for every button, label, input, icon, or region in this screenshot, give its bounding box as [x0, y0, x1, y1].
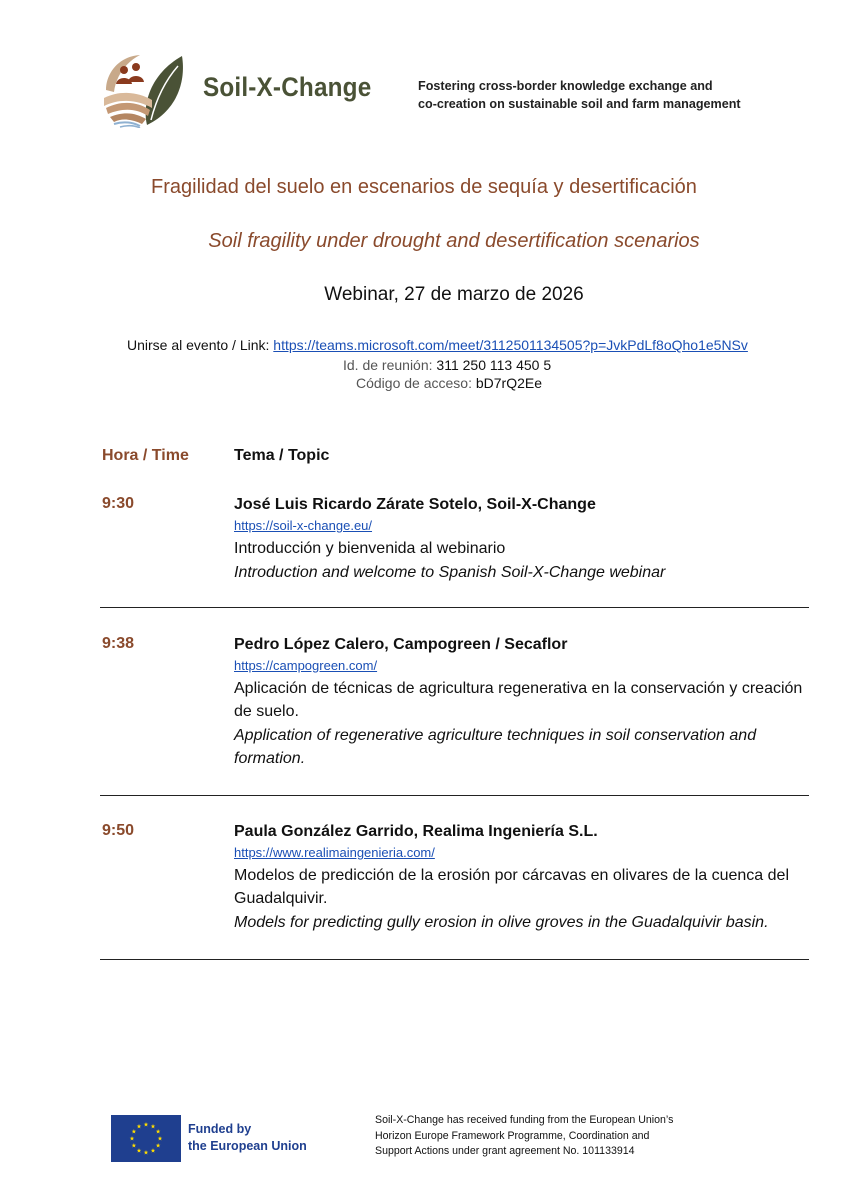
- funding-statement-line: Horizon Europe Framework Programme, Coordination and: [375, 1129, 650, 1142]
- event-title-en: Soil fragility under drought and desertification scenarios: [208, 230, 700, 252]
- join-label: Unirse al evento / Link:: [127, 337, 274, 353]
- soil-x-change-logo-icon: [100, 50, 186, 128]
- speaker-website-link[interactable]: https://soil-x-change.eu/: [234, 518, 373, 533]
- passcode-label: Código de acceso:: [356, 375, 476, 391]
- passcode-value: bD7rQ2Ee: [475, 375, 543, 391]
- speaker-name: José Luis Ricardo Zárate Sotelo, Soil-X-Change: [234, 496, 596, 513]
- agenda-divider: [100, 795, 809, 796]
- speaker-website-link[interactable]: https://www.realimaingenieria.com/: [234, 845, 435, 860]
- agenda-item: [234, 822, 814, 934]
- funding-statement-line: Soil-X-Change has received funding from the European Union’s: [375, 1114, 674, 1126]
- agenda-item-time: 9:50: [102, 822, 135, 839]
- teams-meeting-link[interactable]: https://teams.microsoft.com/meet/3112501134505?p=JvkPdLf8oQho1e5NSv: [273, 337, 748, 353]
- tagline-line-2: co-creation on sustainable soil and farm management: [418, 97, 741, 111]
- header-tagline: [418, 77, 741, 113]
- meeting-id-label: Id. de reunión:: [343, 357, 437, 373]
- topic-english: Models for predicting gully erosion in olive groves in the Guadalquivir basin.: [234, 914, 769, 931]
- funded-line-2: the European Union: [188, 1139, 307, 1153]
- agenda-item: [234, 495, 814, 584]
- tagline-line-1: Fostering cross-border knowledge exchange and: [418, 79, 713, 93]
- topic-column-header: Tema / Topic: [234, 447, 330, 464]
- funding-statement: [375, 1113, 673, 1160]
- agenda-divider: [100, 607, 809, 608]
- agenda-divider: [100, 959, 809, 960]
- agenda-item-time: 9:30: [102, 495, 135, 512]
- webinar-date: Webinar, 27 de marzo de 2026: [324, 284, 584, 305]
- eu-flag-icon: [111, 1115, 181, 1162]
- agenda-item: [234, 635, 814, 770]
- passcode-line: [356, 375, 542, 391]
- speaker-name: Paula González Garrido, Realima Ingeniería S.L.: [234, 823, 598, 840]
- funded-by-eu-label: [188, 1121, 307, 1155]
- agenda-item-time: 9:38: [102, 635, 135, 652]
- topic-spanish: Introducción y bienvenida al webinario: [234, 540, 506, 557]
- join-info: [127, 337, 748, 353]
- topic-english: Introduction and welcome to Spanish Soil-X-Change webinar: [234, 564, 666, 581]
- funded-line-1: Funded by: [188, 1122, 252, 1136]
- meeting-id-line: [343, 357, 551, 373]
- time-column-header: Hora / Time: [102, 447, 189, 464]
- event-title-es: Fragilidad del suelo en escenarios de sequía y desertificación: [151, 176, 697, 198]
- topic-spanish: Modelos de predicción de la erosión por cárcavas en olivares de la cuenca del Guadalquivir.: [234, 867, 789, 907]
- funding-statement-line: Support Actions under grant agreement No. 101133914: [375, 1145, 635, 1157]
- topic-spanish: Aplicación de técnicas de agricultura regenerativa en la conservación y creación de suelo.: [234, 680, 803, 720]
- brand-name: Soil-X-Change: [203, 72, 372, 102]
- speaker-name: Pedro López Calero, Campogreen / Secaflor: [234, 636, 568, 653]
- topic-english: Application of regenerative agriculture techniques in soil conservation and formation.: [234, 727, 757, 767]
- meeting-id-value: 311 250 113 450 5: [436, 357, 552, 373]
- speaker-website-link[interactable]: https://campogreen.com/: [234, 658, 378, 673]
